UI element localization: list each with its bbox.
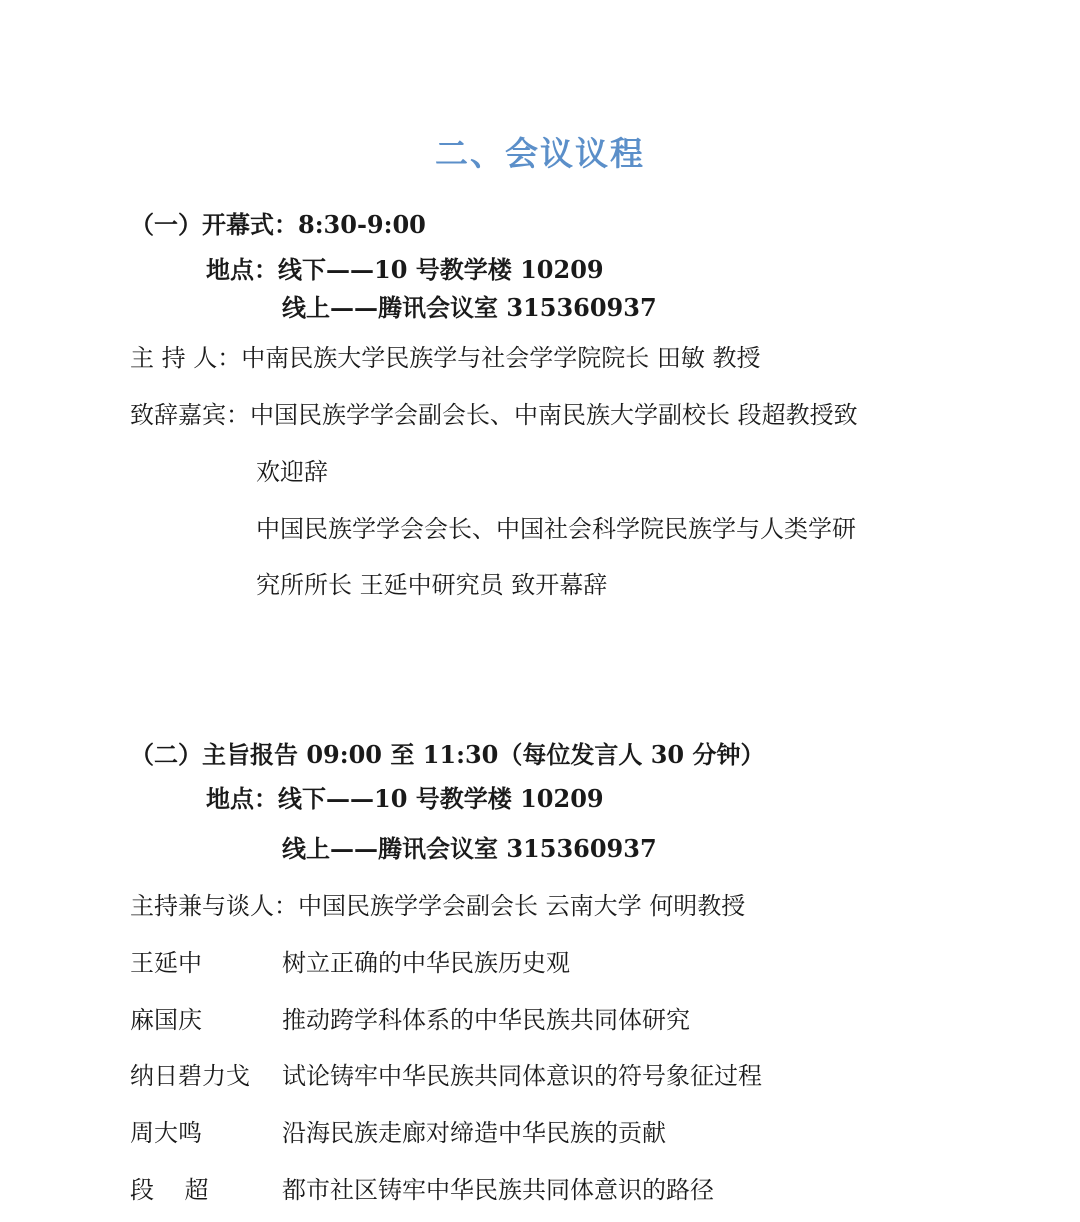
opening-location (206, 250, 604, 285)
page-title: 二、会议议程 (435, 134, 645, 173)
opening-host-row (130, 338, 761, 373)
opening-online: 线上——腾讯会议室 315360937 (282, 293, 657, 322)
speaker-name: 麻国庆 (130, 1006, 202, 1034)
speaker-topic: 树立正确的中华民族历史观 (282, 949, 570, 977)
speaker-topic: 沿海民族走廊对缔造中华民族的贡献 (282, 1119, 666, 1147)
speaker-name: 周大鸣 (130, 1119, 202, 1147)
speaker-topic: 都市社区铸牢中华民族共同体意识的路径 (282, 1176, 714, 1204)
opening-host-label: 主 持 人： (130, 344, 242, 372)
opening-guest-line: 中国民族学学会副会长、中南民族大学副校长 段超教授致 (250, 401, 858, 429)
keynote-host-value: 中国民族学学会副会长 云南大学 何明教授 (298, 892, 746, 920)
opening-guest-row (130, 395, 858, 430)
speaker-topic: 试论铸牢中华民族共同体意识的符号象征过程 (282, 1062, 762, 1090)
speaker-name: 纳日碧力戈 (130, 1062, 250, 1090)
keynote-location (206, 779, 604, 814)
keynote-offline: 线下——10 号教学楼 10209 (278, 784, 604, 813)
opening-offline: 线下——10 号教学楼 10209 (278, 255, 604, 284)
opening-guest-label: 致辞嘉宾： (130, 401, 250, 429)
speaker-topic: 推动跨学科体系的中华民族共同体研究 (282, 1006, 690, 1034)
opening-heading: （一）开幕式：8:30-9:00 (130, 210, 426, 239)
keynote-online: 线上——腾讯会议室 315360937 (282, 834, 657, 863)
opening-guest-line: 中国民族学学会会长、中国社会科学院民族学与人类学研 (256, 515, 856, 543)
keynote-heading: （二）主旨报告 09:00 至 11:30（每位发言人 30 分钟） (130, 740, 765, 769)
opening-host-value: 中南民族大学民族学与社会学学院院长 田敏 教授 (241, 344, 761, 372)
keynote-location-label: 地点： (206, 784, 278, 813)
opening-location-label: 地点： (206, 255, 278, 284)
speaker-name: 王延中 (130, 949, 202, 977)
speaker-name: 段 超 (130, 1176, 209, 1204)
opening-guest-line: 欢迎辞 (256, 458, 328, 486)
keynote-host-label: 主持兼与谈人： (130, 892, 298, 920)
keynote-host-row (130, 886, 745, 921)
opening-guest-line: 究所所长 王延中研究员 致开幕辞 (256, 571, 608, 599)
